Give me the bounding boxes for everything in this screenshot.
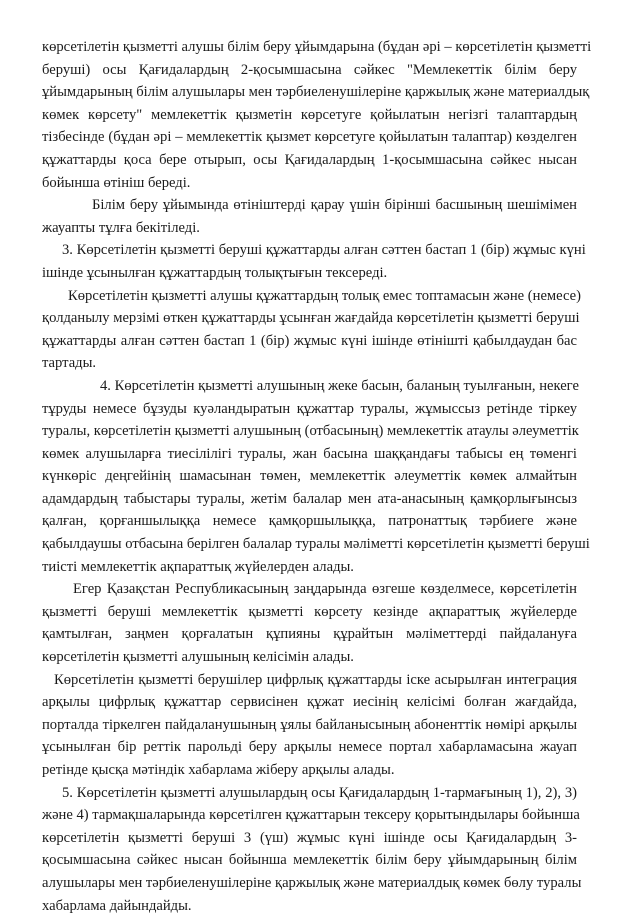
text-line: ұйымдарының білім алушылары мен тәрбиеленушілеріне қаржылық және материалдық	[42, 84, 590, 101]
text-line: Білім беру ұйымында өтініштерді қарау үшін бірінші басшының шешімімен	[92, 197, 577, 214]
text-line: 4. Көрсетілетін қызметті алушының жеке басын, баланың туылғанын, некеге	[100, 377, 579, 394]
text-line: алушылары мен тәрбиеленушілеріне қаржылық және материалдық көмек бөлу туралы	[42, 874, 582, 891]
text-line: Көрсетілетін қызметті берушілер цифрлық құжаттарды іске асырылған интеграция	[54, 671, 577, 688]
text-line: қосымшасына сәйкес нысан бойынша мемлекеттік білім беру ұйымдарының білім	[42, 852, 577, 869]
text-line: күнкөріс деңгейінің шамасынан төмен, мемлекеттік әлеуметтік көмек алмайтын	[42, 468, 577, 485]
text-line: туралы, көрсетілетін қызметті алушының (отбасының) мемлекеттік атаулы әлеуметтік	[42, 423, 579, 440]
paragraph-item-3	[42, 239, 586, 284]
text-line: порталда тіркелген пайдаланушының ұялы байланысының абоненттік нөмірі арқылы	[42, 716, 577, 733]
paragraph-digital-documents	[42, 669, 577, 782]
text-line: қызметті беруші мемлекеттік қызметті көрсету кезінде ақпараттық жүйелерде	[42, 603, 577, 620]
text-line: Егер Қазақстан Республикасының заңдарында өзгеше көзделмесе, көрсетілетін	[73, 581, 577, 598]
text-line: тиісті мемлекеттік ақпараттық жүйелерден алады.	[42, 558, 354, 575]
text-line: көрсетілетін қызметті алушының келісімін алады.	[42, 649, 354, 666]
text-line: көрсетілетін қызметті алушы білім беру ұйымдарына (бұдан әрі – көрсетілетін қызметті	[42, 39, 592, 55]
text-line: қабылдаушы отбасына берілген балалар туралы мәліметті көрсетілетін қызметті беруші	[42, 536, 590, 553]
text-line: қолданылу мерзімі өткен құжаттарды ұсынған жағдайда көрсетілетін қызметті беруші	[42, 310, 580, 327]
paragraph-incomplete-documents	[42, 285, 582, 375]
text-line: хабарлама дайындайды.	[42, 897, 192, 914]
text-line: көмек алушыларға тиесілілігі туралы, жан басына шаққандағы табысы ең төменгі	[42, 445, 577, 462]
document-page	[42, 36, 592, 917]
text-line: құжаттарды алған сәттен бастап 1 (бір) жұмыс күні ішінде өтінішті қабылдаудан бас	[42, 332, 577, 349]
text-line: қалған, қорғаншылыққа немесе қамқоршылыққа, патронаттық тәрбиеге және	[42, 513, 577, 530]
paragraph-responsible-person	[42, 194, 577, 239]
paragraph-item-4	[42, 375, 590, 578]
text-line: Көрсетілетін қызметті алушы құжаттардың толық емес топтамасын және (немесе)	[68, 287, 582, 304]
text-line: құжаттарды қоса бере отырып, осы Қағидалардың 1-қосымшасына сәйкес нысан	[42, 151, 577, 168]
text-line: көмек көрсету" мемлекеттік қызметін көрсетуге қойылатын негізгі талаптардың	[42, 106, 577, 123]
text-line: 5. Көрсетілетін қызметті алушылардың осы Қағидалардың 1-тармағының 1), 2), 3)	[62, 784, 577, 801]
text-line: көрсетілетін қызметті беруші 3 (үш) жұмыс күні ішінде осы Қағидалардың 3-	[42, 829, 577, 846]
paragraph-application-submission	[42, 36, 592, 194]
text-line: адамдардың табыстары туралы, жетім балалар мен ата-анасының қамқорлығынсыз	[42, 490, 577, 507]
text-line: және 4) тармақшаларында көрсетілген құжаттарын тексеру қорытындылары бойынша	[42, 807, 580, 824]
text-line: 3. Көрсетілетін қызметті беруші құжаттарды алған сәттен бастап 1 (бір) жұмыс күні	[62, 242, 586, 259]
text-line: бойынша өтініш береді.	[42, 174, 191, 191]
text-line: тұруды немесе бұзуды куәландыратын құжаттар туралы, жұмыссыз ретінде тіркеу	[42, 400, 577, 417]
text-line: ретінде қысқа мәтіндік хабарлама жіберу арқылы алады.	[42, 762, 395, 778]
paragraph-consent	[42, 578, 577, 668]
text-line: арқылы цифрлық құжаттар сервисінен құжат иесінің келісімі болған жағдайда,	[42, 694, 577, 711]
text-line: ұсынылған бір реттік парольді беру арқылы немесе портал хабарламасына жауап	[42, 739, 577, 756]
text-line: беруші) осы Қағидалардың 2-қосымшасына сәйкес "Мемлекеттік білім беру	[42, 61, 577, 78]
paragraph-item-5	[42, 782, 582, 917]
text-line: ішінде ұсынылған құжаттардың толықтығын тексереді.	[42, 264, 388, 281]
text-line: қамтылған, заңмен қорғалатын құпияны құрайтын мәліметтерді пайдалануға	[42, 626, 577, 643]
text-line: тізбесінде (бұдан әрі – мемлекеттік қызмет көрсетуге қойылатын талаптар) көзделген	[42, 129, 577, 146]
text-line: тартады.	[42, 355, 97, 372]
text-line: жауапты тұлға бекітіледі.	[42, 219, 200, 236]
